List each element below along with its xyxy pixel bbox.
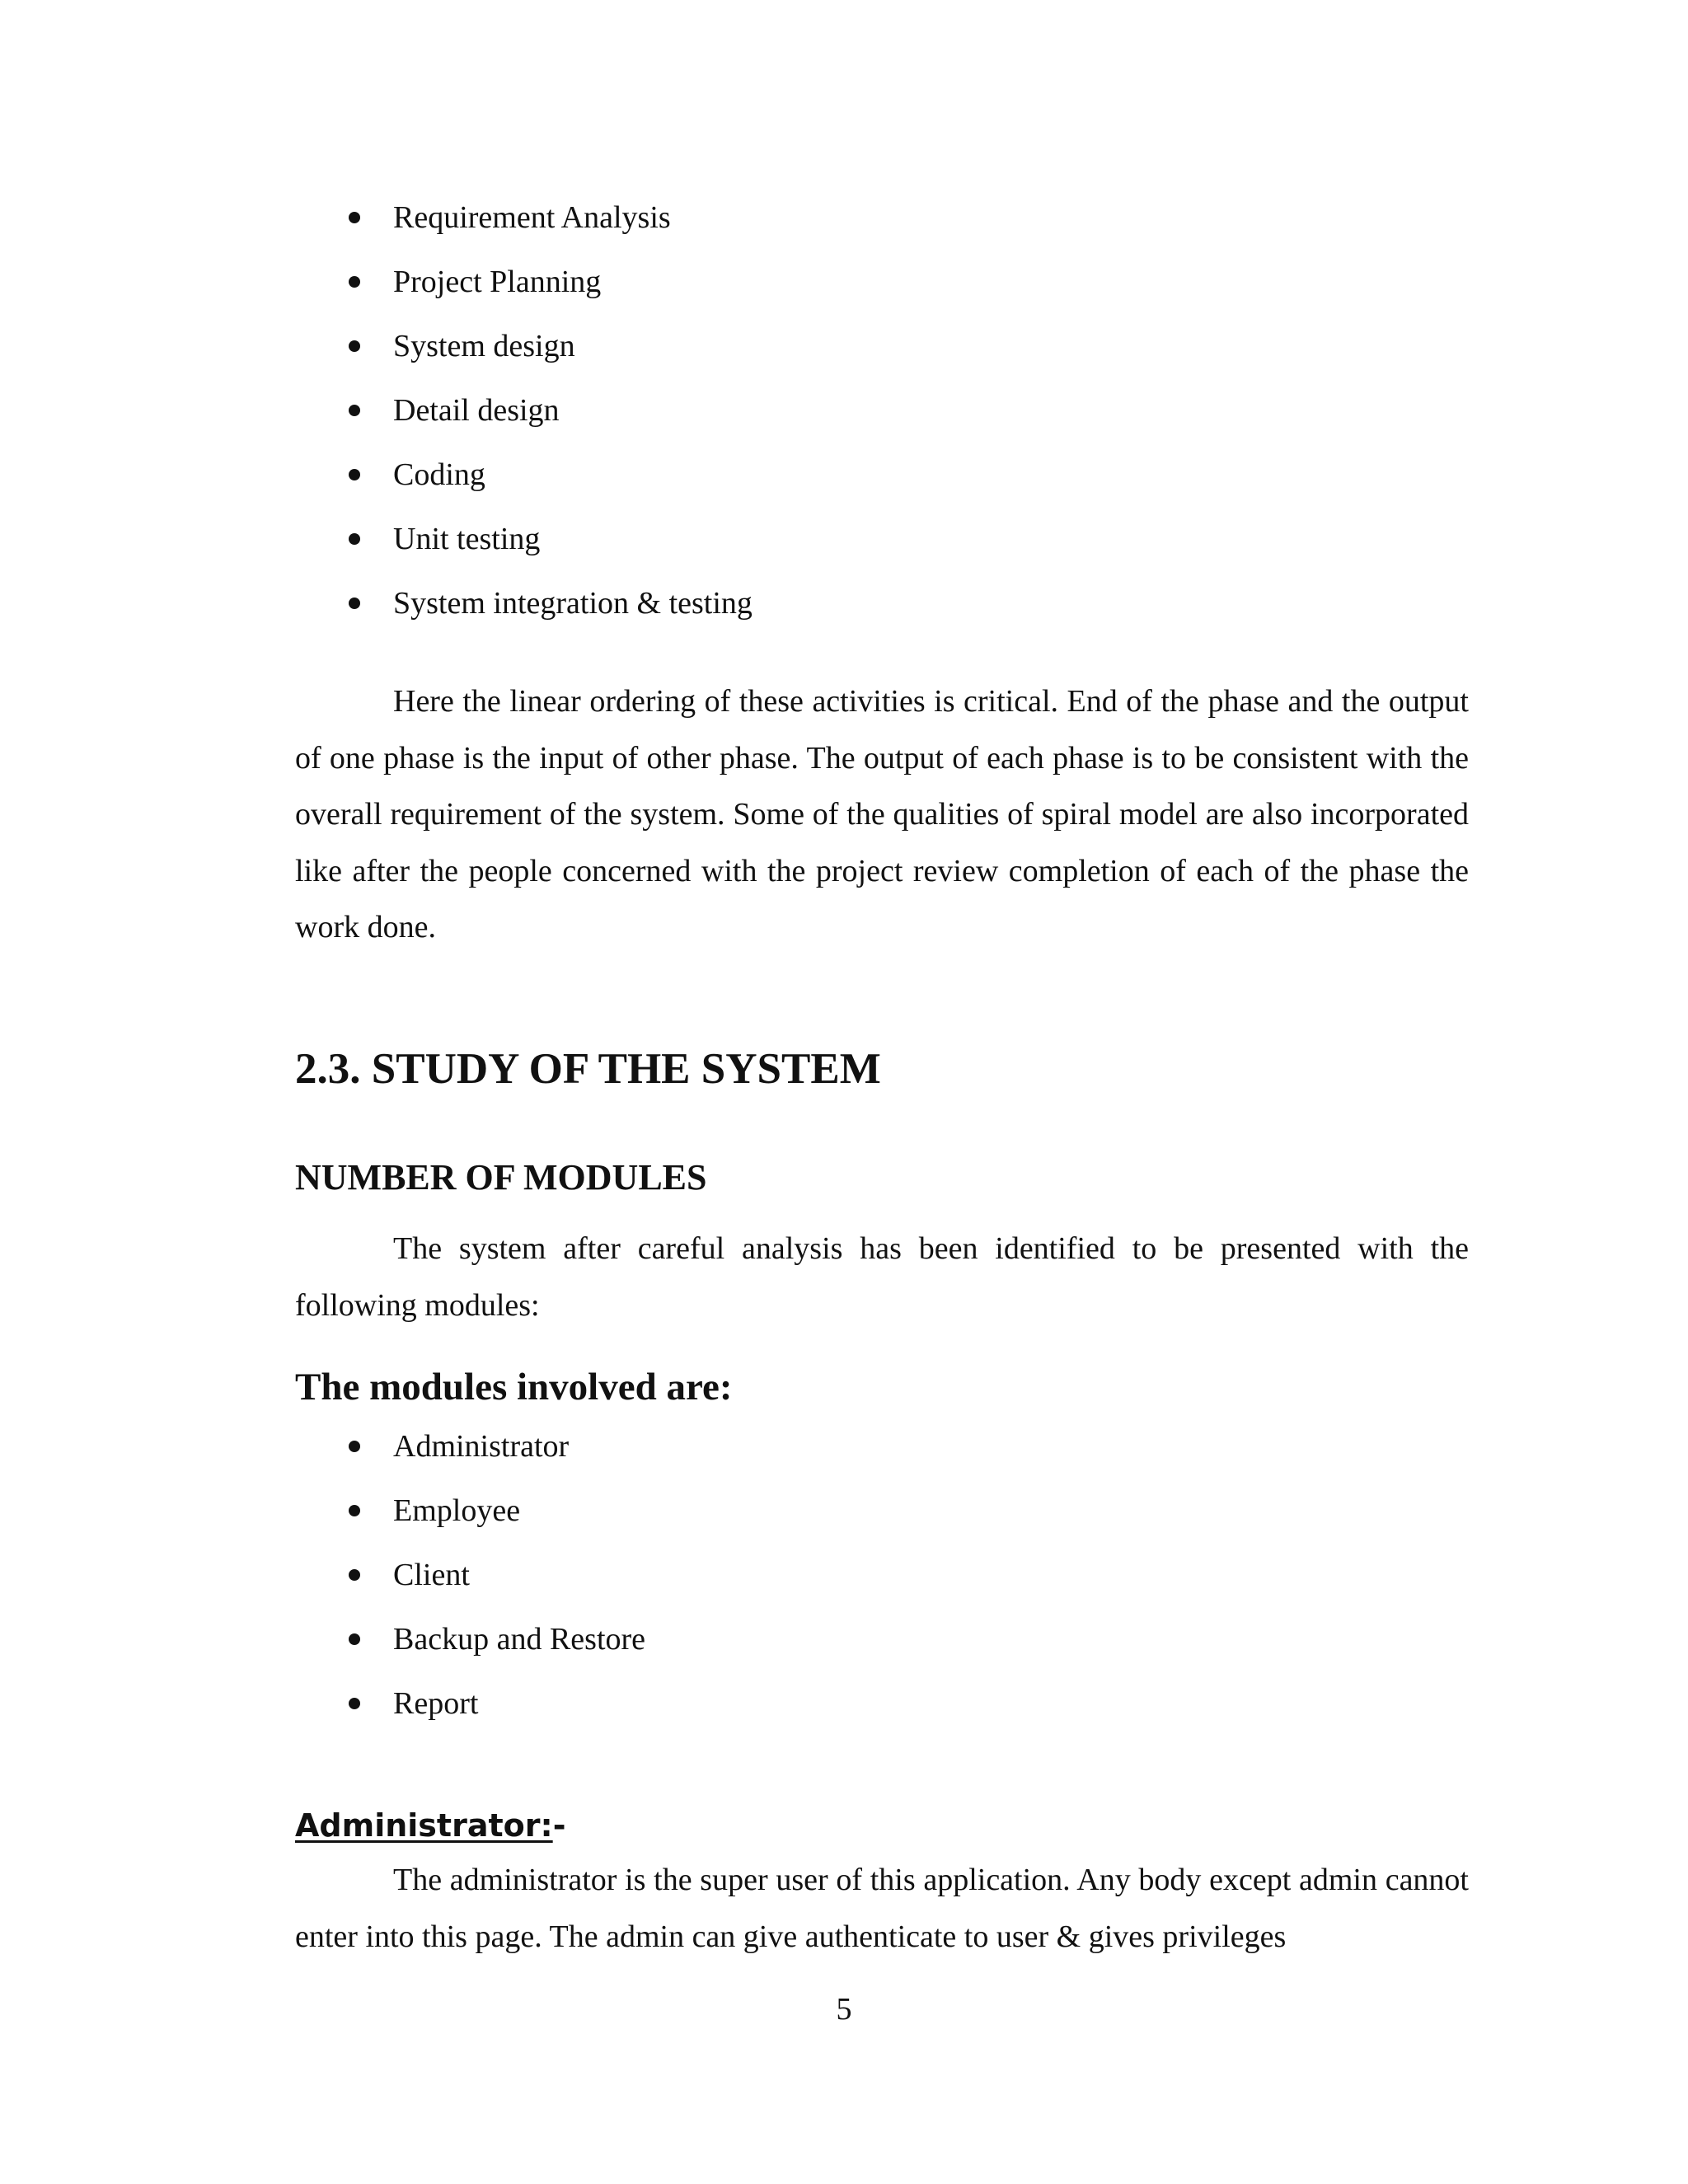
bullet-icon bbox=[349, 1441, 360, 1452]
bullet-icon bbox=[349, 533, 360, 545]
bullet-icon bbox=[349, 1505, 360, 1516]
bullet-icon bbox=[349, 340, 360, 352]
administrator-heading-label: Administrator: bbox=[295, 1807, 553, 1844]
administrator-heading bbox=[295, 1805, 565, 1846]
modules-intro-paragraph: The system after careful analysis has been identified to be presented with the following modules: bbox=[295, 1231, 1469, 1323]
bullet-icon bbox=[349, 405, 360, 416]
bullet-icon bbox=[349, 276, 360, 288]
bullet-icon bbox=[349, 212, 360, 223]
modules-involved-heading: The modules involved are: bbox=[295, 1366, 733, 1408]
bullet-icon bbox=[349, 1633, 360, 1645]
administrator-heading-suffix: - bbox=[552, 1807, 566, 1844]
administrator-paragraph: The administrator is the super user of this application. Any body except admin cannot enter into this page. The admin can give authenticate to user & gives privileges bbox=[295, 1863, 1469, 1954]
bullet-icon bbox=[349, 1569, 360, 1581]
bullet-icon bbox=[349, 598, 360, 609]
section-heading: 2.3. STUDY OF THE SYSTEM bbox=[295, 1045, 881, 1093]
bullet-icon bbox=[349, 1698, 360, 1709]
page-number: 5 bbox=[836, 1992, 852, 2027]
bullet-icon bbox=[349, 469, 360, 480]
document-page: Requirement Analysis Project Planning System design Detail design Coding Unit testing System integration & testing Here the linear ordering of these activities is critical. End of the phase and the output of one phase is the input of other phase. The output of each phase is to be consistent with the overall requirement of the system. Some of the qualities of spiral model are also incorporated like after the people concerned with the project review completion of each of the phase the work done. 2.3. STUDY OF THE SYSTEM NUMBER OF MODULES The system after careful analysis has been identified to be presented with the following modules: The modules involved are: Administrator Employee Client Backup and Restore Report Administrator:- The administrator is the super user of this application. Any body except admin cannot enter into this page. The admin can give authenticate to user & gives privileges 5 bbox=[0, 0, 1688, 2184]
linear-ordering-paragraph: Here the linear ordering of these activities is critical. End of the phase and the output of one phase is the input of other phase. The output of each phase is to be consistent with the overall requirement of the system. Some of the qualities of spiral model are also incorporated like after the people concerned with the project review completion of each of the phase the work done. bbox=[295, 684, 1469, 944]
modules-heading: NUMBER OF MODULES bbox=[295, 1157, 707, 1197]
